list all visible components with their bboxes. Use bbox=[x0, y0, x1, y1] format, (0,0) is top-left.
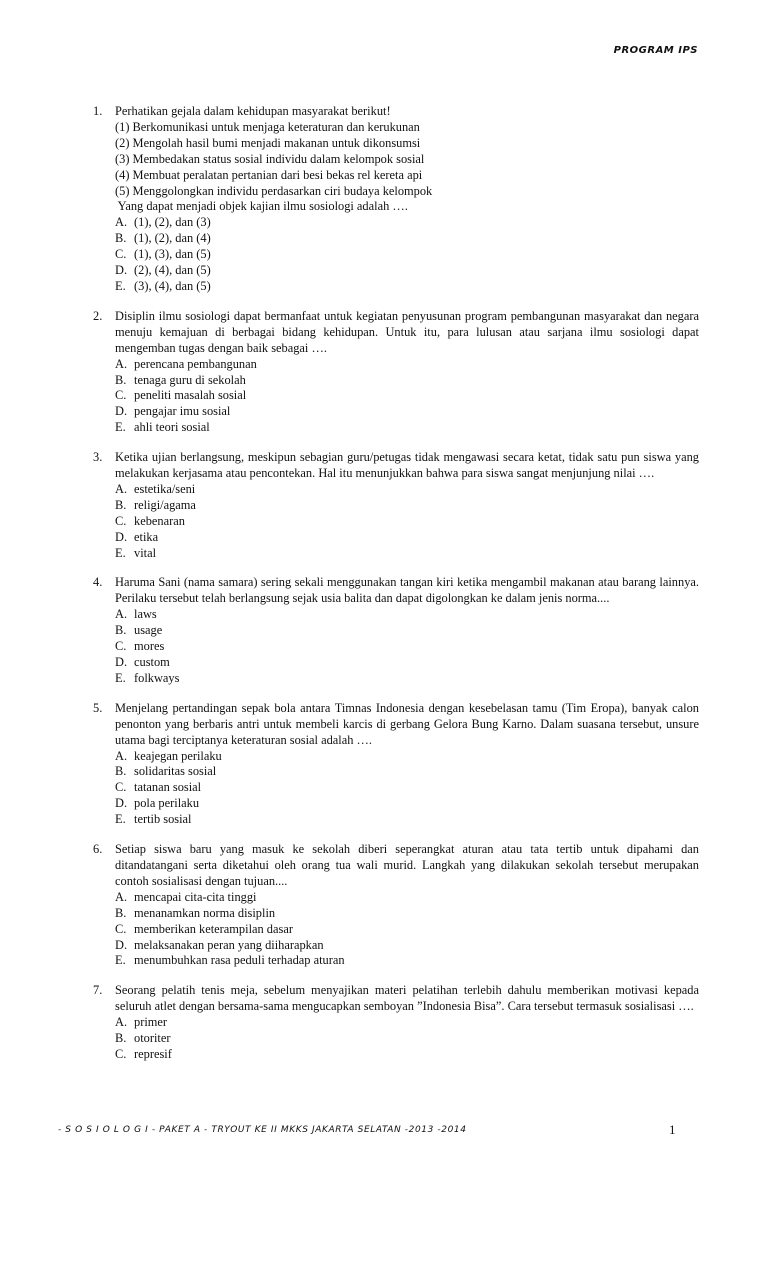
option-text: represif bbox=[134, 1046, 172, 1061]
option-letter: D. bbox=[115, 263, 128, 278]
option-letter: B. bbox=[115, 231, 127, 246]
option-text: religi/agama bbox=[134, 497, 196, 512]
option-text: folkways bbox=[134, 670, 180, 685]
option-letter: E. bbox=[115, 278, 126, 293]
answer-option bbox=[115, 812, 699, 828]
question-number: 6. bbox=[93, 842, 103, 857]
option-text: melaksanakan peran yang diiharapkan bbox=[134, 937, 324, 952]
question-3 bbox=[93, 450, 699, 561]
option-text: (1), (2), dan (4) bbox=[134, 231, 211, 246]
footer-text: - S O S I O L O G I - PAKET A - TRYOUT KE II MKKS JAKARTA SELATAN -2013 -2014 bbox=[58, 1125, 467, 1135]
option-letter: E. bbox=[115, 953, 126, 968]
program-header: PROGRAM IPS bbox=[613, 45, 698, 56]
option-letter: C. bbox=[115, 513, 127, 528]
option-letter: E. bbox=[115, 670, 126, 685]
option-text: (3), (4), dan (5) bbox=[134, 278, 211, 293]
answer-option bbox=[115, 420, 699, 436]
option-letter: C. bbox=[115, 921, 127, 936]
option-text: memberikan keterampilan dasar bbox=[134, 921, 293, 936]
statement-item: (4) Membuat peralatan pertanian dari besi bekas rel kereta api bbox=[115, 167, 423, 182]
statement-item: (3) Membedakan status sosial individu dalam kelompok sosial bbox=[115, 151, 425, 166]
option-letter: D. bbox=[115, 655, 128, 669]
option-letter: C. bbox=[115, 388, 127, 403]
option-text: pola perilaku bbox=[134, 796, 200, 811]
option-text: custom bbox=[134, 655, 170, 669]
option-text: estetika/seni bbox=[134, 481, 196, 496]
option-text: peneliti masalah sosial bbox=[134, 388, 247, 403]
option-letter: A. bbox=[115, 356, 128, 371]
answer-option bbox=[115, 922, 699, 938]
option-letter: C. bbox=[115, 247, 127, 262]
statement-item: (1) Berkomunikasi untuk menjaga keteraturan dan kerukunan bbox=[115, 119, 420, 134]
answer-option bbox=[115, 546, 699, 562]
answer-option bbox=[115, 890, 699, 906]
option-text: otoriter bbox=[134, 1031, 171, 1046]
question-text: Ketika ujian berlangsung, meskipun sebagian guru/petugas tidak mengawasi secara ketat, tidak satu pun siswa yang melakukan kerjasama atau pencontekan. Hal itu menunjukkan bahwa para siswa sangat menjunjung nilai …. bbox=[115, 450, 699, 481]
question-text: Perhatikan gejala dalam kehidupan masyarakat berikut! bbox=[115, 104, 391, 118]
answer-option bbox=[115, 1015, 699, 1031]
answer-option bbox=[115, 671, 699, 687]
option-text: menumbuhkan rasa peduli terhadap aturan bbox=[134, 953, 345, 968]
answer-option bbox=[115, 404, 699, 420]
option-letter: B. bbox=[115, 764, 127, 779]
option-letter: C. bbox=[115, 780, 127, 795]
option-letter: B. bbox=[115, 372, 127, 387]
page-number: 1 bbox=[669, 1122, 676, 1137]
question-number: 5. bbox=[93, 700, 103, 715]
answer-option bbox=[115, 764, 699, 780]
question-text: Menjelang pertandingan sepak bola antara Timnas Indonesia dengan kesebelasan tamu (Tim Eropa), banyak calon penonton yang berbaris antri untuk membeli karcis di gerbang Gelora Bung Karno. Dalam suasana tersebut, unsure utama bagi terciptanya keteraturan sosial adalah …. bbox=[115, 700, 699, 747]
answer-option bbox=[115, 530, 699, 546]
answer-option bbox=[115, 623, 699, 639]
answer-option bbox=[115, 780, 699, 796]
option-text: ahli teori sosial bbox=[134, 420, 210, 435]
answer-option bbox=[115, 263, 699, 279]
option-text: (2), (4), dan (5) bbox=[134, 263, 211, 278]
answer-option bbox=[115, 215, 699, 231]
option-letter: E. bbox=[115, 545, 126, 560]
question-number: 7. bbox=[93, 983, 103, 998]
option-text: tenaga guru di sekolah bbox=[134, 372, 246, 387]
option-letter: B. bbox=[115, 623, 127, 638]
question-number: 3. bbox=[93, 450, 103, 465]
answer-option bbox=[115, 655, 699, 671]
question-4 bbox=[93, 575, 699, 686]
question-stem: Yang dapat menjadi objek kajian ilmu sosiologi adalah …. bbox=[115, 199, 408, 214]
question-list bbox=[93, 104, 699, 1077]
answer-option bbox=[115, 279, 699, 295]
option-text: pengajar imu sosial bbox=[134, 404, 231, 419]
question-text: Setiap siswa baru yang masuk ke sekolah diberi seperangkat aturan atau tata tertib untuk dipahami dan ditandatangani serta diketahui oleh orang tua wali murid. Langkah yang dilakukan sekolah tersebut merupakan contoh sosialisasi dengan tujuan.... bbox=[115, 842, 699, 888]
option-letter: A. bbox=[115, 215, 128, 230]
answer-option bbox=[115, 373, 699, 389]
statement-item: (5) Menggolongkan individu perdasarkan ciri budaya kelompok bbox=[115, 183, 433, 198]
question-text: Haruma Sani (nama samara) sering sekali menggunakan tangan kiri ketika mengambil makanan atau barang lainnya. Perilaku tersebut telah berlangsung sejak usia balita dan dapat digolongkan ke dalam jenis norma.... bbox=[115, 575, 699, 606]
option-text: keajegan perilaku bbox=[134, 748, 222, 763]
question-6 bbox=[93, 842, 699, 969]
option-letter: D. bbox=[115, 529, 128, 544]
option-text: menanamkan norma disiplin bbox=[134, 905, 276, 920]
question-number: 4. bbox=[93, 575, 103, 590]
option-letter: A. bbox=[115, 748, 128, 763]
question-2 bbox=[93, 309, 699, 436]
question-number: 2. bbox=[93, 308, 103, 323]
answer-option bbox=[115, 388, 699, 404]
option-text: mores bbox=[134, 639, 165, 654]
option-text: usage bbox=[134, 623, 163, 638]
answer-option bbox=[115, 938, 699, 954]
answer-option bbox=[115, 498, 699, 514]
answer-option bbox=[115, 796, 699, 812]
option-letter: A. bbox=[115, 481, 128, 496]
answer-option bbox=[115, 906, 699, 922]
answer-option bbox=[115, 953, 699, 969]
statement-item: (2) Mengolah hasil bumi menjadi makanan untuk dikonsumsi bbox=[115, 135, 421, 150]
option-letter: C. bbox=[115, 639, 127, 654]
option-text: tatanan sosial bbox=[134, 780, 202, 795]
option-text: etika bbox=[134, 529, 159, 544]
option-text: vital bbox=[134, 545, 157, 560]
question-5 bbox=[93, 701, 699, 828]
answer-option bbox=[115, 482, 699, 498]
question-text: Disiplin ilmu sosiologi dapat bermanfaat untuk kegiatan penyusunan program pembangunan masyarakat dan negara menuju kemajuan di berbagai bidang kehidupan. Untuk itu, para lulusan atau sarjana ilmu sosiologi dapat mengemban tugas dengan baik sebagai …. bbox=[115, 308, 699, 355]
answer-option bbox=[115, 1047, 699, 1063]
answer-option bbox=[115, 357, 699, 373]
option-text: laws bbox=[134, 607, 157, 622]
statement-list bbox=[115, 120, 699, 200]
option-letter: E. bbox=[115, 420, 126, 435]
option-text: solidaritas sosial bbox=[134, 764, 217, 779]
option-letter: D. bbox=[115, 796, 128, 811]
option-letter: A. bbox=[115, 889, 128, 904]
question-7 bbox=[93, 983, 699, 1063]
option-letter: A. bbox=[115, 1015, 128, 1030]
option-text: mencapai cita-cita tinggi bbox=[134, 889, 257, 904]
option-letter: D. bbox=[115, 404, 128, 419]
option-letter: A. bbox=[115, 607, 128, 622]
option-text: tertib sosial bbox=[134, 812, 192, 827]
answer-option bbox=[115, 514, 699, 530]
question-1 bbox=[93, 104, 699, 295]
answer-option bbox=[115, 749, 699, 765]
answer-option bbox=[115, 231, 699, 247]
answer-option bbox=[115, 639, 699, 655]
question-text: Seorang pelatih tenis meja, sebelum menyajikan materi pelatihan terlebih dahulu memberikan motivasi kepada seluruh atlet dengan bersama-sama mengucapkan semboyan ”Indonesia Bisa”. Cara tersebut termasuk sosialisasi …. bbox=[115, 983, 699, 1014]
option-letter: B. bbox=[115, 905, 127, 920]
option-text: (1), (3), dan (5) bbox=[134, 247, 211, 262]
option-letter: D. bbox=[115, 937, 128, 952]
option-text: perencana pembangunan bbox=[134, 356, 257, 371]
answer-option bbox=[115, 247, 699, 263]
option-letter: B. bbox=[115, 1031, 127, 1046]
answer-option bbox=[115, 607, 699, 623]
option-text: primer bbox=[134, 1015, 168, 1030]
option-text: (1), (2), dan (3) bbox=[134, 215, 211, 230]
option-letter: B. bbox=[115, 497, 127, 512]
option-letter: E. bbox=[115, 812, 126, 827]
answer-option bbox=[115, 1031, 699, 1047]
option-text: kebenaran bbox=[134, 513, 185, 528]
question-number: 1. bbox=[93, 104, 103, 118]
option-letter: C. bbox=[115, 1046, 127, 1061]
